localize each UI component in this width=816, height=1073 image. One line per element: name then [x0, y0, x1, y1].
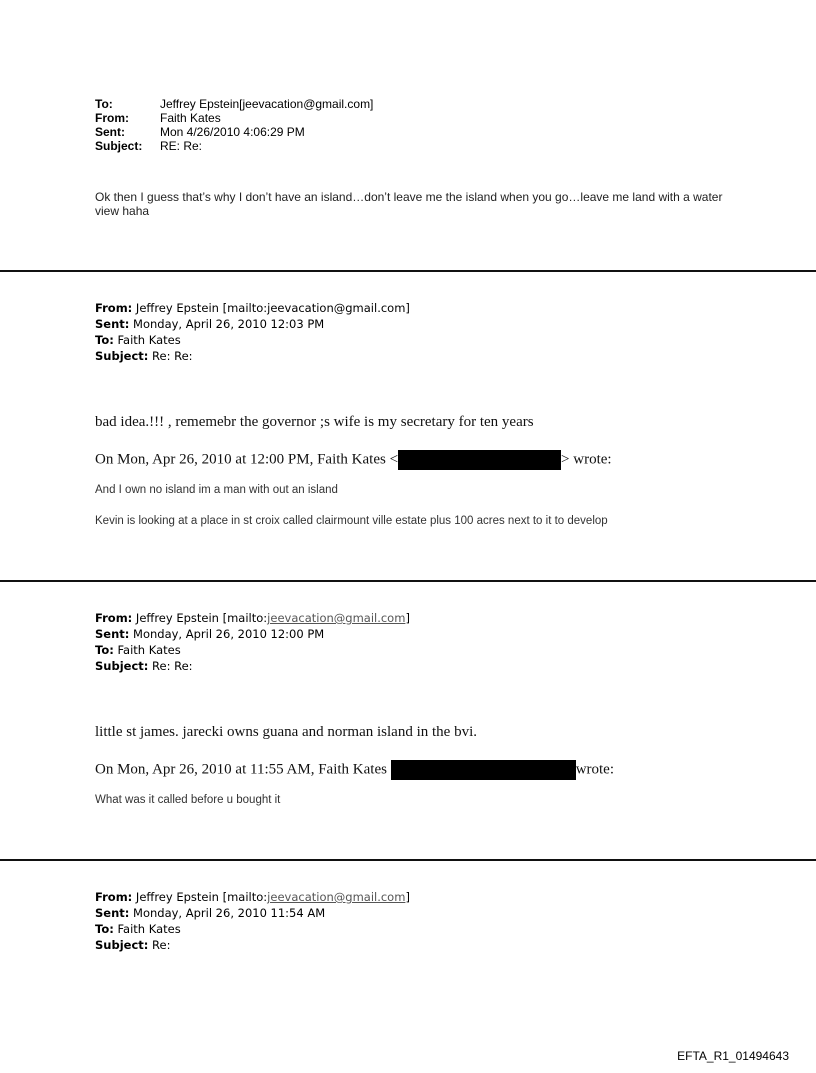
- sent-label: Sent:: [95, 125, 125, 139]
- from-value: Faith Kates: [160, 111, 221, 125]
- to-label: To:: [95, 333, 114, 347]
- from-prefix: Jeffrey Epstein [mailto:: [132, 890, 268, 904]
- sent-label: Sent:: [95, 317, 130, 331]
- redaction-box: [391, 760, 576, 780]
- quoted-text-2: What was it called before u bought it: [95, 794, 281, 806]
- from-label: From:: [95, 890, 133, 904]
- document-id: EFTA_R1_01494643: [677, 1049, 789, 1063]
- sent-value: Monday, April 26, 2010 12:00 PM: [129, 627, 325, 641]
- email-header: [95, 97, 373, 153]
- quote-prefix: On Mon, Apr 26, 2010 at 12:00 PM, Faith Kates <: [95, 451, 399, 468]
- from-label: From:: [95, 301, 133, 315]
- subject-label: Subject:: [95, 349, 149, 363]
- sent-value: Monday, April 26, 2010 12:03 PM: [129, 317, 325, 331]
- subject-value: Re:: [148, 938, 171, 952]
- divider: [0, 859, 816, 861]
- subject-label: Subject:: [95, 139, 143, 153]
- quote-prefix: On Mon, Apr 26, 2010 at 11:55 AM, Faith Kates: [95, 761, 391, 778]
- quoted-text-1b: Kevin is looking at a place in st croix called clairmount ville estate plus 100 acres next to it to develop: [95, 515, 608, 527]
- subject-value: RE: Re:: [160, 139, 203, 153]
- to-value: Jeffrey Epstein[jeevacation@gmail.com]: [160, 97, 374, 111]
- sent-value: Monday, April 26, 2010 11:54 AM: [129, 906, 326, 920]
- sent-row: [95, 125, 373, 139]
- quote-suffix: wrote:: [575, 761, 615, 778]
- from-suffix: ]: [405, 611, 410, 625]
- to-value: Faith Kates: [113, 922, 181, 936]
- quoted-text-1a: And I own no island im a man with out an island: [95, 484, 338, 496]
- message-body: Ok then I guess that’s why I don’t have an island…don’t leave me the island when you go…leave me land with a water view haha: [95, 190, 723, 218]
- subject-row: [95, 139, 373, 153]
- from-value: Jeffrey Epstein [mailto:jeevacation@gmail.com]: [132, 301, 410, 315]
- from-label: From:: [95, 611, 133, 625]
- email-link[interactable]: jeevacation@gmail.com: [267, 611, 406, 625]
- message-text-2: little st james. jarecki owns guana and norman island in the bvi.: [95, 724, 477, 740]
- sent-value: Mon 4/26/2010 4:06:29 PM: [160, 125, 305, 139]
- subject-value: Re: Re:: [148, 349, 193, 363]
- sent-label: Sent:: [95, 627, 130, 641]
- quote-line-1: [95, 450, 612, 470]
- divider: [0, 580, 816, 582]
- quoted-header-2: [95, 610, 410, 674]
- email-link[interactable]: jeevacation@gmail.com: [267, 890, 406, 904]
- message-text-1: bad idea.!!! , rememebr the governor ;s wife is my secretary for ten years: [95, 414, 534, 430]
- to-label: To:: [95, 97, 113, 111]
- from-label: From:: [95, 111, 129, 125]
- sent-label: Sent:: [95, 906, 130, 920]
- quote-line-2: [95, 760, 614, 780]
- to-label: To:: [95, 643, 114, 657]
- from-row: [95, 111, 373, 125]
- to-value: Faith Kates: [113, 643, 181, 657]
- subject-label: Subject:: [95, 659, 149, 673]
- subject-value: Re: Re:: [148, 659, 193, 673]
- quote-suffix: > wrote:: [561, 451, 612, 468]
- from-prefix: Jeffrey Epstein [mailto:: [132, 611, 268, 625]
- divider: [0, 270, 816, 272]
- subject-label: Subject:: [95, 938, 149, 952]
- from-suffix: ]: [405, 890, 410, 904]
- quoted-header-1: [95, 300, 410, 364]
- to-value: Faith Kates: [113, 333, 181, 347]
- to-row: [95, 97, 373, 111]
- quoted-header-3: [95, 889, 410, 953]
- redaction-box: [398, 450, 561, 470]
- to-label: To:: [95, 922, 114, 936]
